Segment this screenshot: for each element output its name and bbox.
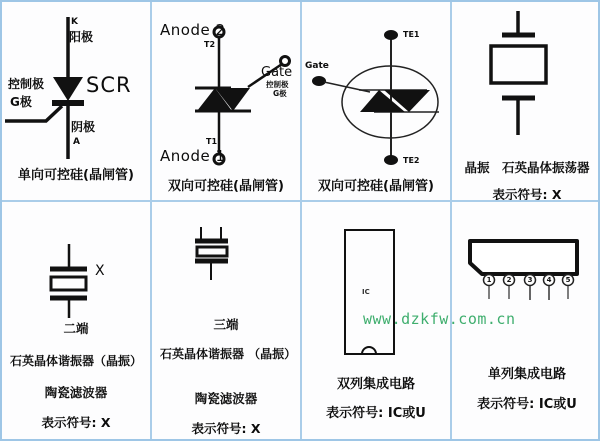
triac-circle-symbol xyxy=(302,2,450,200)
triac-circle-gate-label: Gate xyxy=(305,61,329,71)
triac-circle-te1-label: TE1 xyxy=(403,30,420,39)
two-terminal-line4: 表示符号: X xyxy=(41,415,111,430)
site-watermark: www.dzkfw.com.cn xyxy=(363,310,516,328)
triac-t1-label: T1 xyxy=(206,137,218,146)
scr-gate-pin-label: G极 xyxy=(10,95,32,109)
two-terminal-line1: 二端 xyxy=(63,321,89,336)
sip-symbol-note: 表示符号: IC或U xyxy=(477,397,577,412)
triac-gate-cn-label: 控制极 xyxy=(266,80,289,89)
scr-pin-a-label: A xyxy=(73,137,80,147)
cell-triac-circle xyxy=(302,2,452,202)
triac-circle-te2-label: TE2 xyxy=(403,156,420,165)
sip-pin-5: 5 xyxy=(565,276,571,284)
cell-triac xyxy=(152,2,302,202)
three-terminal-line4: 表示符号: X xyxy=(191,421,261,436)
two-terminal-line2: 石英晶体谐振器（晶振） xyxy=(9,354,142,368)
scr-gate-label-cn: 控制极 xyxy=(8,77,45,91)
triac-anode1-label: Anode 1 xyxy=(160,147,226,165)
dip-caption: 双列集成电路 xyxy=(336,377,415,392)
crystal-caption: 晶振 石英晶体振荡器 xyxy=(464,160,590,175)
triac-circle-caption: 双向可控硅(晶闸管) xyxy=(318,179,434,194)
cell-two-terminal-resonator xyxy=(2,202,152,441)
sip-caption: 单列集成电路 xyxy=(487,367,566,382)
crystal-symbol-note: 表示符号: X xyxy=(492,187,562,202)
scr-type-text: SCR xyxy=(86,73,132,97)
dip-symbol-note: 表示符号: IC或U xyxy=(326,406,426,421)
two-terminal-x-mark: X xyxy=(95,263,105,279)
cell-scr xyxy=(2,2,152,202)
triac-anode2-label: Anode 2 xyxy=(160,21,226,39)
sip-pin-2: 2 xyxy=(506,276,512,284)
dip-ic-text: IC xyxy=(362,288,370,296)
triac-caption: 双向可控硅(晶闸管) xyxy=(168,179,284,194)
two-terminal-line3: 陶瓷滤波器 xyxy=(44,385,108,400)
scr-pin-k-label: K xyxy=(71,17,78,27)
sip-pin-4: 4 xyxy=(546,276,552,284)
sip-pin-1: 1 xyxy=(486,276,492,284)
cell-crystal-oscillator xyxy=(452,2,600,202)
triac-gate-label: Gate xyxy=(261,65,293,80)
three-terminal-line2: 石英晶体谐振器 （晶振） xyxy=(160,347,297,361)
three-terminal-line1: 三端 xyxy=(213,317,239,332)
triac-t2-label: T2 xyxy=(204,40,216,49)
three-terminal-line3: 陶瓷滤波器 xyxy=(194,391,258,406)
scr-anode-label: 阳极 xyxy=(69,30,94,44)
triac-gate-pin-label: G极 xyxy=(273,89,287,98)
scr-caption: 单向可控硅(晶闸管) xyxy=(18,168,134,183)
scr-cathode-label: 阴极 xyxy=(71,120,96,134)
cell-three-terminal-resonator xyxy=(152,202,302,441)
sip-pin-3: 3 xyxy=(527,276,533,284)
